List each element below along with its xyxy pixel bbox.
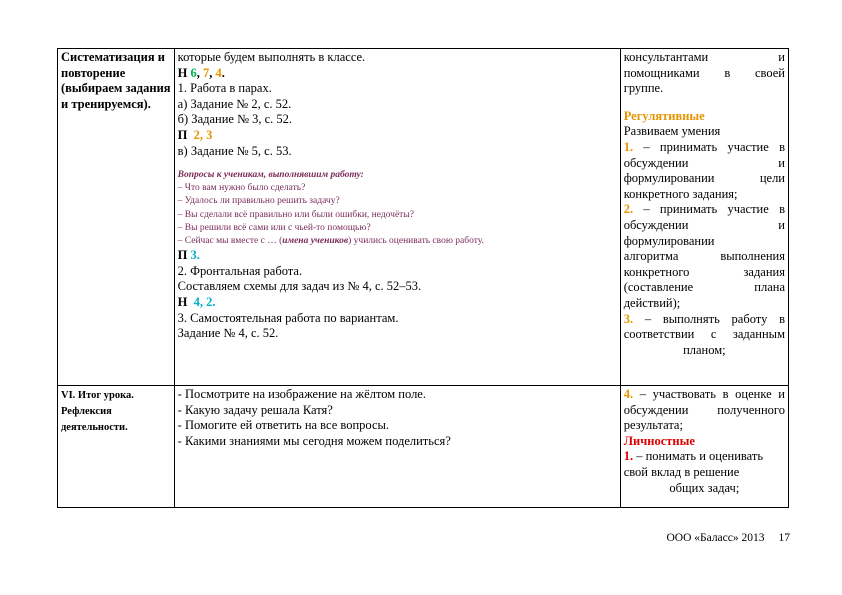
- level-marker-n: Н 6, 7, 4.: [177, 65, 225, 80]
- uud-item: 4. – участвовать в оценке и: [623, 387, 786, 401]
- uud-cell: [620, 49, 788, 386]
- text-line: в) Задание № 5, с. 53.: [177, 143, 292, 158]
- uud-line: консультантами и: [623, 50, 785, 64]
- uud-line: обсуждении полученного: [623, 402, 785, 417]
- question-item: – Сейчас мы вместе с … (имена учеников) учились оценивать свою работу.: [177, 235, 484, 246]
- level-number: 6: [190, 65, 197, 80]
- level-number: 7: [203, 65, 210, 80]
- table-row: [58, 386, 789, 508]
- question-item: – Что вам нужно было сделать?: [177, 183, 306, 194]
- uud-item: 2. – принимать участие в: [623, 202, 785, 217]
- level-number: 4: [215, 65, 222, 80]
- level-number: 3: [190, 248, 197, 263]
- publisher-text: ООО «Баласс» 2013: [666, 532, 765, 544]
- uud-line: действий);: [623, 295, 681, 310]
- uud-line: конкретного задания;: [623, 186, 738, 201]
- text-line: - Какими знаниями мы сегодня можем поделиться?: [177, 433, 451, 448]
- uud-line: планом;: [683, 342, 726, 357]
- uud-line: Развиваем умения: [623, 124, 721, 139]
- lesson-table: [57, 48, 789, 508]
- level-marker-p: П 2, 3: [177, 127, 213, 142]
- text-line: а) Задание № 2, с. 52.: [177, 96, 292, 111]
- stage-cell: [58, 386, 175, 508]
- level-marker-p: П 3.: [177, 248, 200, 263]
- text-line: б) Задание № 3, с. 52.: [177, 112, 293, 127]
- uud-line: алгоритма выполнения: [623, 249, 785, 264]
- text-line: 2. Фронтальная работа.: [177, 263, 303, 278]
- personal-heading: Личностные: [623, 433, 695, 448]
- level-marker-n: Н 4, 2.: [177, 294, 216, 309]
- uud-line: помощниками в своей: [623, 65, 785, 80]
- table-row: [58, 49, 789, 386]
- uud-line: формулировании: [623, 233, 715, 248]
- uud-line: свой вклад в решение: [623, 464, 740, 479]
- regulative-heading: Регулятивные: [623, 108, 705, 123]
- text-line: Задание № 4, с. 52.: [177, 326, 279, 341]
- uud-line: конкретного задания: [623, 264, 785, 279]
- level-number: 4, 2.: [193, 294, 216, 309]
- text-line: - Помогите ей ответить на все вопросы.: [177, 418, 390, 433]
- text-line: - Посмотрите на изображение на жёлтом поле.: [177, 387, 426, 401]
- text-line: которые будем выполнять в классе.: [177, 50, 366, 64]
- stage-title: VI. Итог урока. Рефлексия деятельности.: [61, 390, 134, 433]
- uud-item: 1. – принимать участие в: [623, 139, 785, 154]
- uud-line: (составление плана: [623, 280, 785, 295]
- uud-line: результата;: [623, 418, 683, 433]
- uud-line: общих задач;: [669, 480, 740, 495]
- content-cell: [174, 386, 620, 508]
- page-footer: [640, 532, 790, 544]
- level-number: 2: [193, 127, 200, 142]
- uud-item: 1. – понимать и оценивать: [623, 449, 764, 464]
- page-number: 17: [778, 532, 790, 544]
- uud-line: обсуждении и: [623, 217, 785, 232]
- uud-line: группе.: [623, 81, 664, 96]
- questions-title: Вопросы к ученикам, выполнявшим работу:: [177, 170, 364, 181]
- question-item: – Вы решили всё сами или с чьей-то помощью?: [177, 222, 371, 233]
- level-number: 3: [206, 127, 213, 142]
- stage-title: Систематизация и повторение (выбираем задания и тренируемся).: [61, 50, 171, 111]
- text-line: 1. Работа в парах.: [177, 81, 272, 96]
- uud-cell: [620, 386, 788, 508]
- stage-cell: [58, 49, 175, 386]
- content-cell: [174, 49, 620, 386]
- uud-line: формулировании цели: [623, 171, 785, 186]
- uud-item: 3. – выполнять работу в: [623, 311, 786, 326]
- text-line: Составляем схемы для задач из № 4, с. 52–53.: [177, 279, 422, 294]
- text-line: - Какую задачу решала Катя?: [177, 402, 333, 417]
- uud-line: соответствии с заданным: [623, 327, 785, 342]
- text-line: 3. Самостоятельная работа по вариантам.: [177, 310, 399, 325]
- question-item: – Удалось ли правильно решить задачу?: [177, 196, 340, 207]
- uud-line: обсуждении и: [623, 155, 785, 170]
- question-item: – Вы сделали всё правильно или были ошибки, недочёты?: [177, 209, 414, 220]
